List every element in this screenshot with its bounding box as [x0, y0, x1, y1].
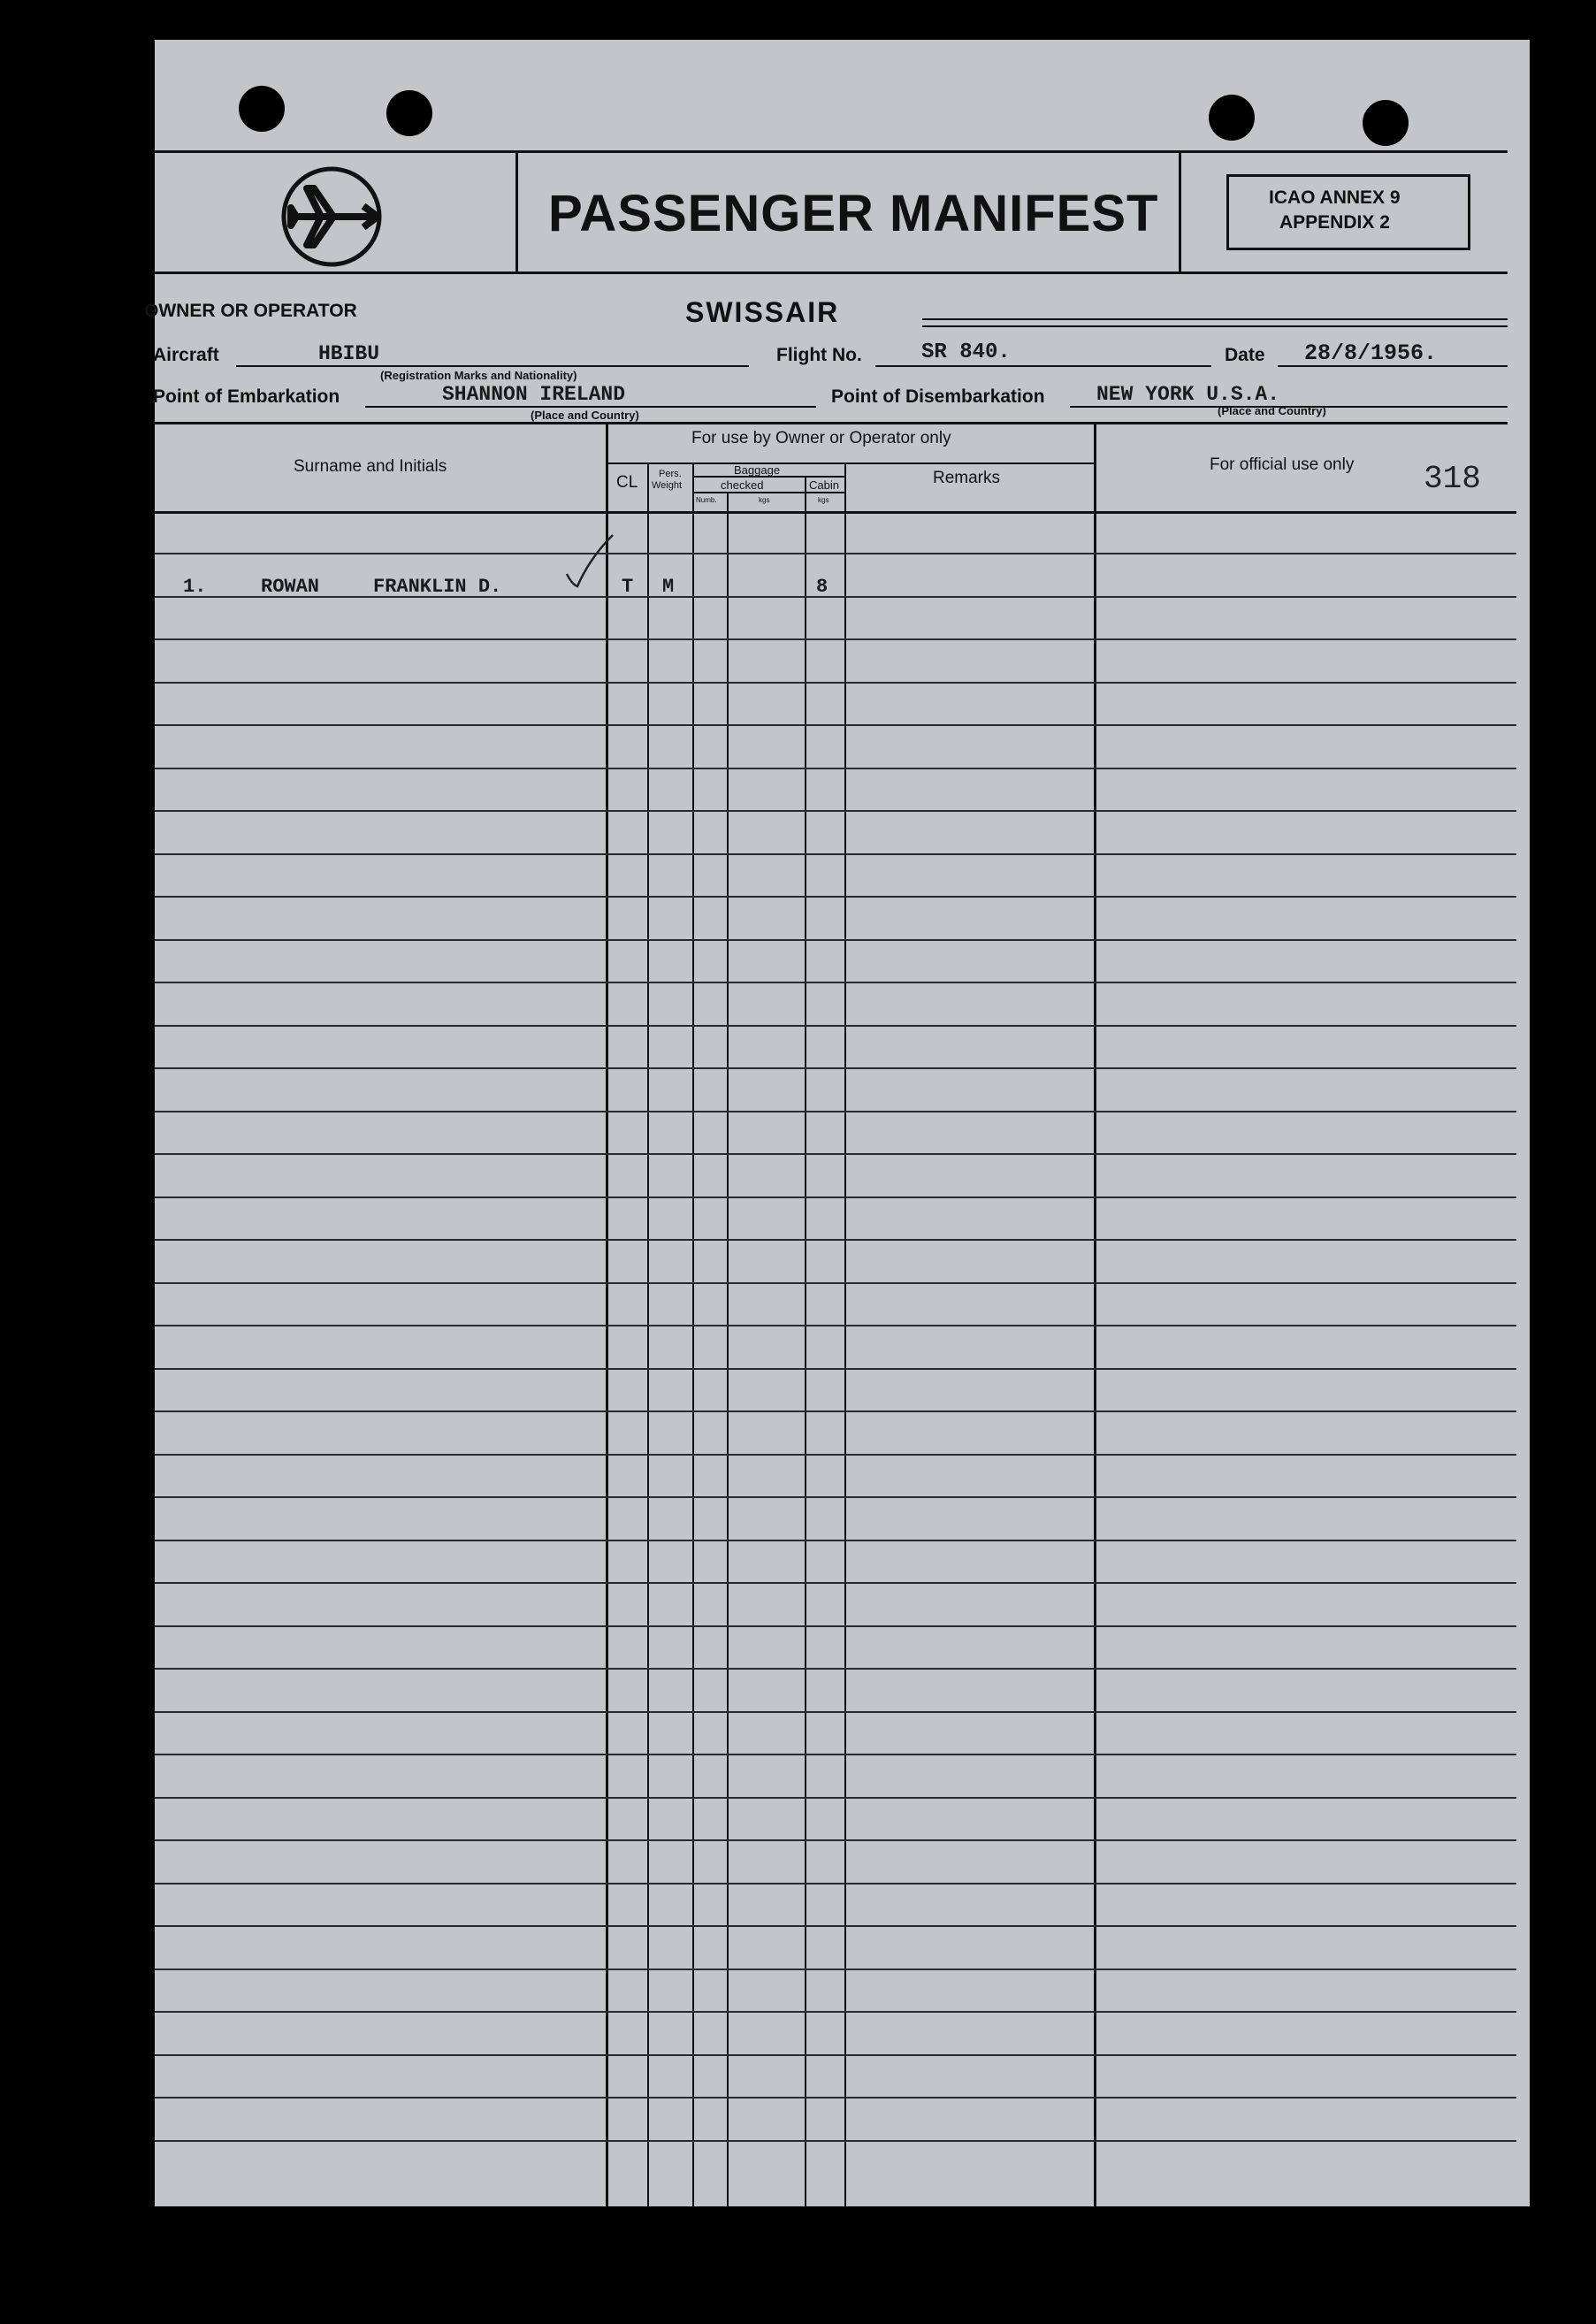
embarkation-value: SHANNON IRELAND [442, 383, 626, 406]
row-rule [155, 1025, 1516, 1027]
icao-appendix-text: APPENDIX 2 [1279, 212, 1390, 233]
row-rule [155, 1839, 1516, 1841]
row-rule [155, 1625, 1516, 1627]
row-rule [155, 1153, 1516, 1155]
row-rule [155, 1282, 1516, 1284]
passenger-index: 1. [183, 576, 207, 598]
row-rule [155, 896, 1516, 898]
cabin-header: Cabin [809, 478, 839, 492]
row-rule [155, 1668, 1516, 1670]
punch-hole [1363, 100, 1409, 146]
airplane-circle-icon [279, 164, 385, 270]
operator-use-header: For use by Owner or Operator only [691, 429, 951, 447]
row-rule [155, 1582, 1516, 1584]
punch-hole [239, 86, 285, 132]
row-rule [155, 1711, 1516, 1713]
aircraft-note: (Registration Marks and Nationality) [380, 369, 577, 382]
aircraft-underline [236, 365, 749, 367]
header-top-rule [155, 150, 1508, 153]
airline-logo [279, 164, 385, 270]
row-rule [155, 724, 1516, 726]
checked-rule [692, 492, 846, 493]
header-divider [515, 150, 518, 274]
passenger-cabin-kgs: 8 [816, 576, 829, 598]
flight-underline [875, 365, 1211, 367]
kgs-subheader: kgs [818, 496, 829, 504]
row-rule [155, 1239, 1516, 1241]
row-rule [155, 553, 1516, 554]
column-divider-surname [606, 422, 608, 2206]
flight-label: Flight No. [776, 345, 862, 365]
row-rule [155, 810, 1516, 812]
table-top-rule [155, 422, 1508, 424]
pers-weight-header: Weight [652, 480, 683, 491]
date-value: 28/8/1956. [1304, 340, 1438, 366]
row-rule [155, 982, 1516, 983]
checkmark-icon [563, 531, 616, 593]
date-label: Date [1225, 345, 1265, 365]
row-rule [155, 2140, 1516, 2142]
passenger-weight: M [662, 576, 675, 598]
punch-hole [1209, 95, 1255, 141]
row-rule [155, 939, 1516, 941]
row-rule [155, 1496, 1516, 1498]
row-rule [155, 596, 1516, 598]
row-rule [155, 682, 1516, 684]
baggage-header: Baggage [734, 463, 781, 477]
disembarkation-value: NEW YORK U.S.A. [1096, 383, 1280, 406]
row-rule [155, 2011, 1516, 2013]
disembarkation-note: (Place and Country) [1218, 404, 1326, 417]
row-rule [155, 1454, 1516, 1456]
column-divider-numb [727, 492, 729, 2206]
operator-underline [922, 325, 1508, 327]
numb-subheader: Numb. [696, 496, 717, 504]
passenger-surname: ROWAN [261, 576, 320, 598]
row-rule [155, 1540, 1516, 1541]
row-rule [155, 638, 1516, 640]
row-rule [155, 1410, 1516, 1412]
row-rule [155, 1196, 1516, 1198]
table-header-bottom-rule [155, 511, 1516, 514]
row-rule [155, 1754, 1516, 1755]
column-divider-checked [805, 476, 806, 2206]
row-rule [155, 1325, 1516, 1326]
operator-underline [922, 318, 1508, 320]
row-rule [155, 1111, 1516, 1112]
aircraft-label: Aircraft [153, 345, 219, 365]
surname-column-header: Surname and Initials [294, 457, 447, 476]
operator-label: OWNER OR OPERATOR [144, 301, 357, 321]
embarkation-label: Point of Embarkation [153, 386, 340, 407]
row-rule [155, 2097, 1516, 2098]
row-rule [155, 768, 1516, 769]
operator-value: SWISSAIR [685, 296, 840, 328]
header-divider [1179, 150, 1181, 274]
column-divider-remarks [1094, 422, 1096, 2206]
row-rule [155, 1925, 1516, 1927]
cl-column-header: CL [616, 473, 638, 492]
embarkation-note: (Place and Country) [531, 409, 639, 422]
punch-hole [386, 90, 432, 136]
page-title: PASSENGER MANIFEST [548, 185, 1159, 242]
header-bottom-rule [155, 271, 1508, 274]
embarkation-underline [365, 406, 816, 408]
row-rule [155, 1368, 1516, 1370]
row-rule [155, 1883, 1516, 1884]
row-rule [155, 853, 1516, 855]
passenger-class: T [622, 576, 634, 598]
aircraft-value: HBIBU [318, 342, 380, 365]
official-number: 318 [1424, 461, 1481, 497]
icao-annex-text: ICAO ANNEX 9 [1269, 187, 1401, 208]
row-rule [155, 1067, 1516, 1069]
pers-weight-header: Pers. [659, 469, 682, 479]
flight-value: SR 840. [921, 340, 1011, 364]
manifest-sheet [144, 40, 1530, 2206]
kgs-subheader: kgs [759, 496, 770, 504]
operator-use-rule [606, 463, 1096, 464]
disembarkation-label: Point of Disembarkation [831, 386, 1045, 407]
remarks-column-header: Remarks [933, 469, 1001, 487]
official-use-header: For official use only [1210, 455, 1355, 474]
row-rule [155, 1797, 1516, 1799]
row-rule [155, 1969, 1516, 1970]
checked-header: checked [721, 478, 764, 492]
row-rule [155, 2054, 1516, 2056]
passenger-initials: FRANKLIN D. [373, 576, 502, 598]
